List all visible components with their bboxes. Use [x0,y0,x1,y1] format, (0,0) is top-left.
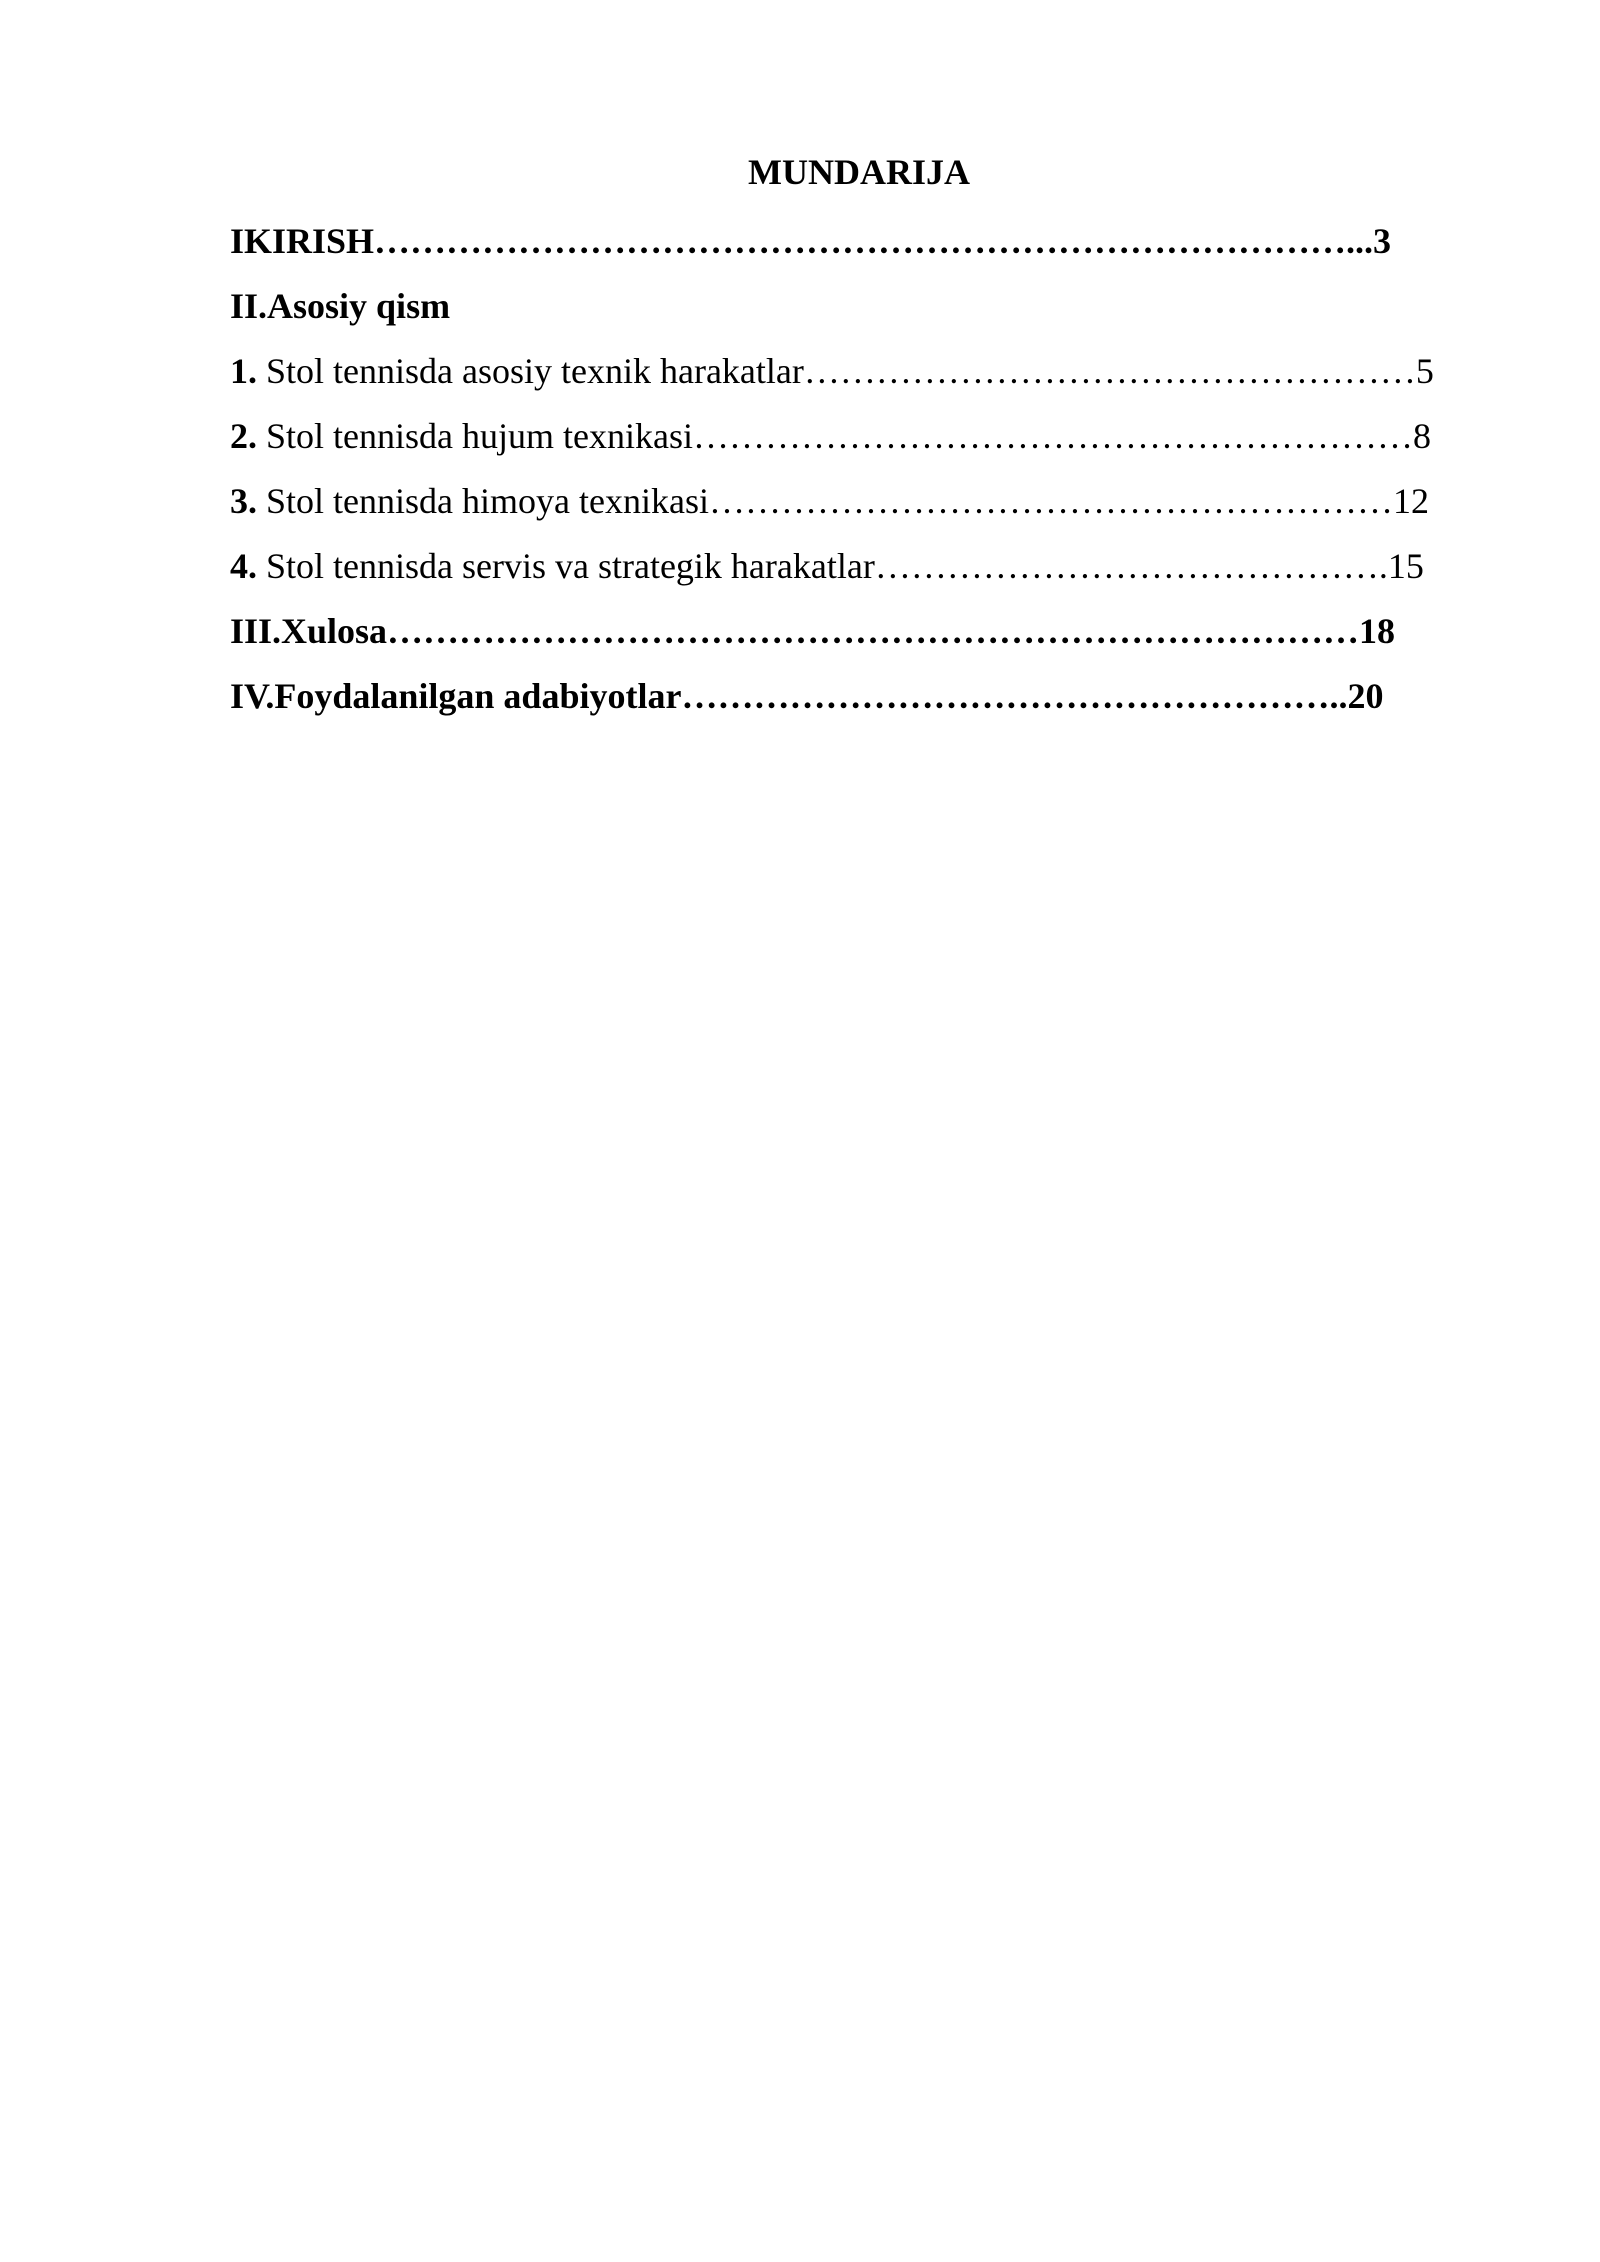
toc-entry-text: Stol tennisda servis va strategik harakatlar…………………………………….15 [257,546,1424,586]
toc-entry-asosiy-qism: II.Asosiy qism [230,286,451,326]
toc-heading: MUNDARIJA [748,152,970,192]
toc-entry-adabiyotlar: IV.Foydalanilgan adabiyotlar………………………………………………..20 [230,676,1384,716]
toc-entry-3 [230,478,1429,524]
toc-entry-text: Stol tennisda hujum texnikasi……………………………………………………8 [257,416,1431,456]
toc-entry-kirish: IKIRISH………………………………………………………………………...3 [230,221,1392,261]
toc-entry-number: 3. [230,481,257,521]
toc-entry-2 [230,413,1431,459]
toc-entry-text: Stol tennisda himoya texnikasi…………………………………………………12 [257,481,1429,521]
toc-entry-number: 4. [230,546,257,586]
toc-entry-number: 2. [230,416,257,456]
toc-entry-1 [230,348,1434,394]
toc-entry-number: 1. [230,351,257,391]
toc-entry-text: Stol tennisda asosiy texnik harakatlar……………………………………………5 [257,351,1434,391]
toc-entry-xulosa: III.Xulosa………………………………………………………………………18 [230,611,1396,651]
toc-entry-4 [230,543,1424,589]
